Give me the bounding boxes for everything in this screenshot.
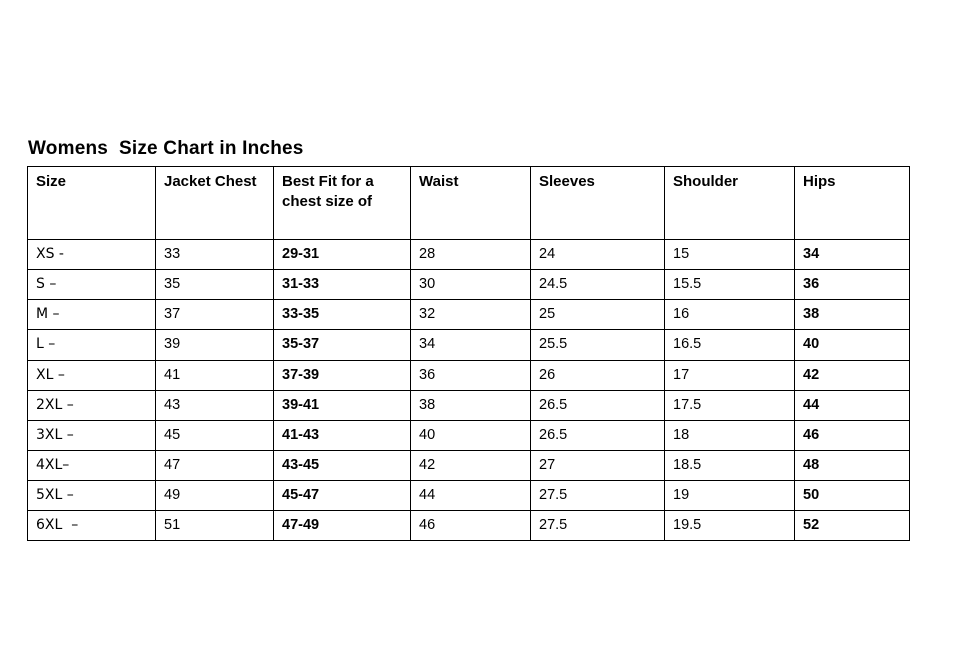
column-header-size: Size — [28, 167, 156, 240]
column-header-jacket-chest: Jacket Chest — [156, 167, 274, 240]
cell-waist: 38 — [411, 390, 531, 420]
cell-hips: 50 — [795, 481, 910, 511]
cell-hips: 52 — [795, 511, 910, 541]
cell-waist: 30 — [411, 270, 531, 300]
cell-size: XS - — [28, 240, 156, 270]
cell-waist: 36 — [411, 360, 531, 390]
cell-jacket-chest: 35 — [156, 270, 274, 300]
cell-size: L – — [28, 330, 156, 360]
cell-hips: 34 — [795, 240, 910, 270]
cell-jacket-chest: 37 — [156, 300, 274, 330]
cell-sleeves: 27 — [531, 450, 665, 480]
cell-size: XL – — [28, 360, 156, 390]
cell-sleeves: 25 — [531, 300, 665, 330]
cell-shoulder: 17 — [665, 360, 795, 390]
page-title: Womens Size Chart in Inches — [28, 138, 304, 159]
table-header-row — [28, 167, 910, 240]
cell-best-fit: 45-47 — [274, 481, 411, 511]
column-header-waist: Waist — [411, 167, 531, 240]
cell-best-fit: 33-35 — [274, 300, 411, 330]
cell-size: M – — [28, 300, 156, 330]
column-header-hips: Hips — [795, 167, 910, 240]
cell-best-fit: 35-37 — [274, 330, 411, 360]
cell-size: 5XL – — [28, 481, 156, 511]
table-row — [28, 481, 910, 511]
cell-sleeves: 24 — [531, 240, 665, 270]
cell-shoulder: 15.5 — [665, 270, 795, 300]
table-row — [28, 360, 910, 390]
cell-sleeves: 27.5 — [531, 481, 665, 511]
cell-shoulder: 19.5 — [665, 511, 795, 541]
cell-size: 4XL– — [28, 450, 156, 480]
table-row — [28, 450, 910, 480]
cell-jacket-chest: 39 — [156, 330, 274, 360]
table-row — [28, 330, 910, 360]
table-row — [28, 390, 910, 420]
cell-jacket-chest: 47 — [156, 450, 274, 480]
cell-sleeves: 26 — [531, 360, 665, 390]
cell-waist: 42 — [411, 450, 531, 480]
cell-sleeves: 26.5 — [531, 390, 665, 420]
size-chart-table — [27, 166, 910, 541]
cell-shoulder: 16 — [665, 300, 795, 330]
cell-jacket-chest: 41 — [156, 360, 274, 390]
cell-waist: 34 — [411, 330, 531, 360]
cell-best-fit: 39-41 — [274, 390, 411, 420]
table-row — [28, 240, 910, 270]
cell-shoulder: 19 — [665, 481, 795, 511]
table-body — [28, 240, 910, 541]
cell-jacket-chest: 43 — [156, 390, 274, 420]
cell-hips: 36 — [795, 270, 910, 300]
column-header-shoulder: Shoulder — [665, 167, 795, 240]
cell-shoulder: 16.5 — [665, 330, 795, 360]
cell-waist: 46 — [411, 511, 531, 541]
table-row — [28, 270, 910, 300]
cell-hips: 42 — [795, 360, 910, 390]
cell-shoulder: 18.5 — [665, 450, 795, 480]
cell-size: 3XL – — [28, 420, 156, 450]
cell-hips: 44 — [795, 390, 910, 420]
cell-sleeves: 24.5 — [531, 270, 665, 300]
cell-best-fit: 31-33 — [274, 270, 411, 300]
cell-shoulder: 15 — [665, 240, 795, 270]
cell-hips: 38 — [795, 300, 910, 330]
cell-size: 6XL – — [28, 511, 156, 541]
cell-sleeves: 27.5 — [531, 511, 665, 541]
cell-best-fit: 47-49 — [274, 511, 411, 541]
cell-hips: 46 — [795, 420, 910, 450]
cell-shoulder: 18 — [665, 420, 795, 450]
cell-sleeves: 25.5 — [531, 330, 665, 360]
cell-hips: 48 — [795, 450, 910, 480]
table-row — [28, 511, 910, 541]
cell-waist: 40 — [411, 420, 531, 450]
cell-waist: 44 — [411, 481, 531, 511]
cell-best-fit: 37-39 — [274, 360, 411, 390]
cell-jacket-chest: 33 — [156, 240, 274, 270]
cell-jacket-chest: 51 — [156, 511, 274, 541]
cell-size: S – — [28, 270, 156, 300]
cell-best-fit: 41-43 — [274, 420, 411, 450]
cell-shoulder: 17.5 — [665, 390, 795, 420]
cell-best-fit: 43-45 — [274, 450, 411, 480]
cell-sleeves: 26.5 — [531, 420, 665, 450]
table-row — [28, 420, 910, 450]
column-header-sleeves: Sleeves — [531, 167, 665, 240]
cell-best-fit: 29-31 — [274, 240, 411, 270]
cell-waist: 32 — [411, 300, 531, 330]
cell-jacket-chest: 49 — [156, 481, 274, 511]
cell-hips: 40 — [795, 330, 910, 360]
cell-waist: 28 — [411, 240, 531, 270]
table-header — [28, 167, 910, 240]
cell-jacket-chest: 45 — [156, 420, 274, 450]
cell-size: 2XL – — [28, 390, 156, 420]
column-header-best-fit: Best Fit for a chest size of — [274, 167, 411, 240]
table-row — [28, 300, 910, 330]
